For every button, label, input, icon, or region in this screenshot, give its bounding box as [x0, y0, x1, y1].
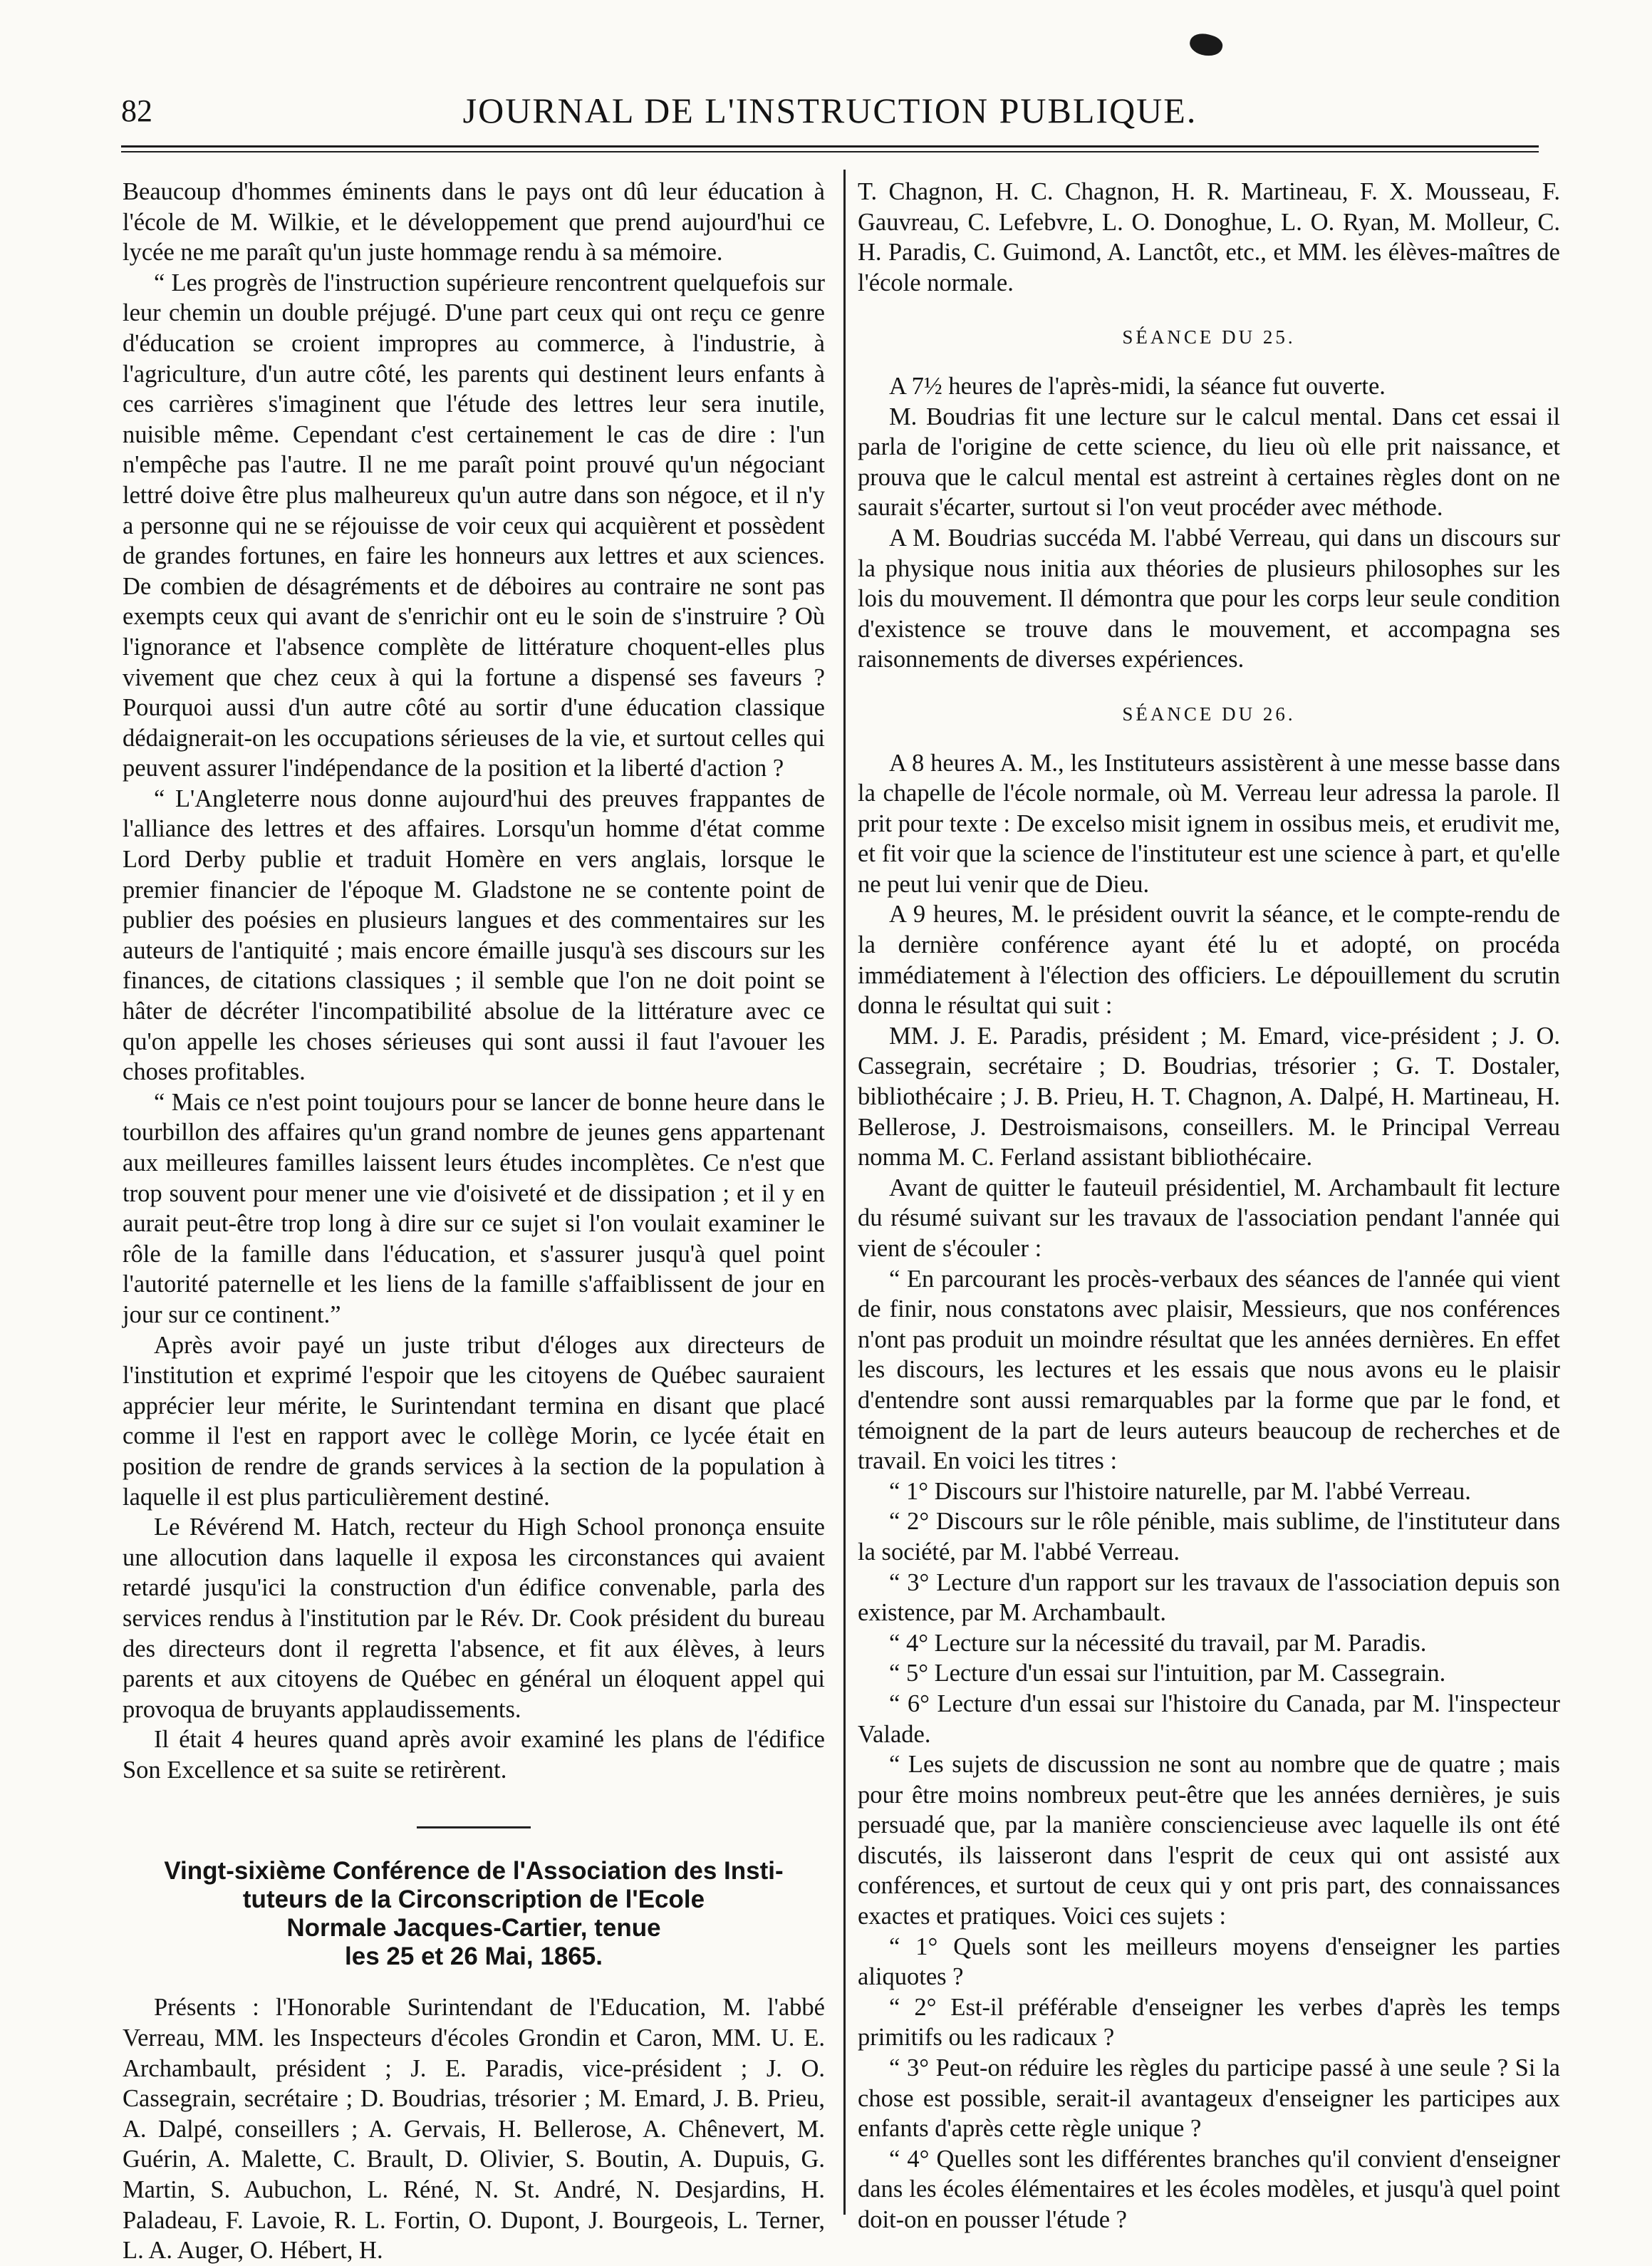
paragraph: “ 6° Lecture d'un essai sur l'histoire du Canada, par M. l'inspecteur Valade.: [858, 1690, 1560, 1748]
attendees-paragraph: Présents : l'Honorable Surintendant de l'Education, M. l'abbé Verreau, MM. les Inspecteurs d'écoles Grondin et Caron, MM. U. E. Archambault, président ; J. E. Paradis, vice-président ; J. O. Cassegrain, secrétaire ; D. Boudrias, trésorier ; M. Emard, J. B. Prieu, A. Dalpé, conseillers ; A. Gervais, H. Bellerose, A. Chênevert, M. Guérin, A. Malette, C. Brault, D. Olivier, S. Boutin, A. Dupuis, G. Martin, S. Aubuchon, L. Réné, N. St. André, N. Desjardins, H. Paladeau, F. Lavoie, R. L. Fortin, O. Dupont, J. Bourgeois, L. Terner, L. A. Auger, O. Hébert, H.: [123, 1994, 825, 2265]
paragraph: “ Les sujets de discussion ne sont au nombre que de quatre ; mais pour être moins nombreux peut-être que les années dernières, je suis persuadé que, par la manière consciencieuse avec laquelle ils ont été discutés, ils laisseront dans l'esprit de ceux qui ont assisté aux conférences, et surtout de ceux qui y ont pris part, des connaissances exactes et pratiques. Voici ces sujets :: [858, 1751, 1560, 1930]
paragraph: “ 3° Lecture d'un rapport sur les travaux de l'association depuis son existence, par M. Archambault.: [858, 1568, 1560, 1627]
article-title-line: les 25 et 26 Mai, 1865.: [345, 1942, 603, 1971]
printer-ornament: [1188, 31, 1225, 60]
page-header: [121, 86, 1539, 143]
paragraph: “ 5° Lecture d'un essai sur l'intuition, par M. Cassegrain.: [889, 1660, 1446, 1687]
section-separator: [417, 1826, 531, 1828]
paragraph: Avant de quitter le fauteuil présidentiel, M. Archambault fit lecture du résumé suivant sur les travaux de l'association pendant l'année qui vient de s'écouler :: [858, 1174, 1560, 1262]
paragraph: “ 1° Quels sont les meilleurs moyens d'enseigner les parties aliquotes ?: [858, 1933, 1560, 1991]
paragraph: “ 2° Est-il préférable d'enseigner les verbes d'après les temps primitifs ou les radicaux ?: [858, 1993, 1560, 2052]
article-title-line: Normale Jacques-Cartier, tenue: [286, 1914, 661, 1942]
header-rule-bottom: [121, 151, 1539, 152]
paragraph: “ 4° Quelles sont les différentes branches qu'il convient d'enseigner dans les écoles élémentaires et les écoles modèles, et jusqu'à quel point doit-on en pousser l'étude ?: [858, 2145, 1560, 2233]
paragraph: “ L'Angleterre nous donne aujourd'hui des preuves frappantes de l'alliance des lettres et des affaires. Lorsqu'un homme d'état comme Lord Derby publie et traduit Homère en vers anglais, lorsque le premier financier de l'époque M. Gladstone ne se contente point de publier des poésies en plusieurs langues et des commentaires sur les auteurs de l'antiquité ; mais encore émaille jusqu'à ses discours sur les finances, de citations classiques ; il semble que l'on ne doit point se hâter de décréter l'incompatibilité absolue de la littérature avec ce qu'on appelle les choses sérieuses qui sont aussi il faut l'avouer les choses profitables.: [123, 785, 825, 1086]
paragraph: A 8 heures A. M., les Instituteurs assistèrent à une messe basse dans la chapelle de l'école normale, où M. Verreau leur adressa la parole. Il prit pour texte : De excelso misit ignem in ossibus meis, et erudivit me, et fit voir que la science de l'instituteur est une science à part, et qu'elle ne peut lui venir que de Dieu.: [858, 749, 1560, 898]
paragraph: M. Boudrias fit une lecture sur le calcul mental. Dans cet essai il parla de l'origine de cette science, du lieu où elle prit naissance, et prouva que le calcul mental est astreint à certaines règles dont on ne saurait s'écarter, surtout si l'on veut procéder avec méthode.: [858, 403, 1560, 522]
paragraph: MM. J. E. Paradis, président ; M. Emard, vice-président ; J. O. Cassegrain, secrétaire ; D. Boudrias, trésorier ; G. T. Dostaler, bibliothécaire ; J. B. Prieu, H. T. Chagnon, A. Dalpé, H. Martineau, H. Bellerose, J. Destroismaisons, conseillers. M. le Principal Verreau nomma M. C. Ferland assistant bibliothécaire.: [858, 1022, 1560, 1171]
paragraph: Après avoir payé un juste tribut d'éloges aux directeurs de l'institution et exprimé l'espoir que les citoyens de Québec sauraient apprécier leur mérite, le Surintendant termina en disant que placé comme il l'est en rapport avec le collège Morin, ce lycée était en position de rendre de grands services à la section de la population à laquelle il est plus particulièrement destiné.: [123, 1331, 825, 1511]
page-number: 82: [121, 93, 152, 128]
paragraph: “ En parcourant les procès-verbaux des séances de l'année qui vient de finir, nous constatons avec plaisir, Messieurs, que nos conférences n'ont pas produit un moindre résultat que les années dernières. En effet les discours, les lectures et les essais que nous avons eu le plaisir d'entendre sont aussi remarquables par la forme que par le fond, et témoignent de la part de leurs auteurs beaucoup de recherches et de travail. En voici les titres :: [858, 1265, 1560, 1475]
header-rule-top: [121, 145, 1539, 148]
right-column: [858, 177, 1560, 2235]
paragraph: “ 4° Lecture sur la nécessité du travail, par M. Paradis.: [889, 1629, 1427, 1657]
column-divider: [843, 170, 846, 2215]
session-heading-25: SÉANCE DU 25.: [1122, 326, 1296, 348]
paragraph: “ 1° Discours sur l'histoire naturelle, par M. l'abbé Verreau.: [889, 1477, 1471, 1505]
paragraph: Beaucoup d'hommes éminents dans le pays ont dû leur éducation à l'école de M. Wilkie, et le développement que prend aujourd'hui ce lycée ne me paraît qu'un juste hommage rendu à sa mémoire.: [123, 178, 825, 267]
paragraph: “ Mais ce n'est point toujours pour se lancer de bonne heure dans le tourbillon des affaires qu'un grand nombre de jeunes gens appartenant aux meilleures familles laissent leurs études incomplètes. Ce n'est que trop souvent pour mener une vie d'oisiveté et de dissipation ; et il y en aurait peut-être trop long à dire sur ce sujet si l'on voulait examiner le rôle de la famille dans l'éducation, et s'assurer jusqu'à quel point l'autorité paternelle et les liens de la famille s'affaiblissent de jour en jour sur ce continent.”: [123, 1088, 825, 1328]
paragraph: A 9 heures, M. le président ouvrit la séance, et le compte-rendu de la dernière conférence ayant été lu et adopté, on procéda immédiatement à l'élection des officiers. Le dépouillement du scrutin donna le résultat qui suit :: [858, 901, 1560, 1020]
paragraph: “ 3° Peut-on réduire les règles du participe passé à une seule ? Si la chose est possible, serait-il avantageux d'enseigner les participes aux enfants d'après cette règle unique ?: [858, 2054, 1560, 2143]
paragraph: “ 2° Discours sur le rôle pénible, mais sublime, de l'instituteur dans la société, par M. l'abbé Verreau.: [858, 1508, 1560, 1566]
article-title: [123, 1857, 825, 1971]
article-title-line: tuteurs de la Circonscription de l'Ecole: [242, 1885, 705, 1914]
article-title-line: Vingt-sixième Conférence de l'Association des Insti-: [164, 1857, 784, 1885]
paragraph: Il était 4 heures quand après avoir examiné les plans de l'édifice Son Excellence et sa suite se retirèrent.: [123, 1726, 825, 1784]
session-heading-26: SÉANCE DU 26.: [1122, 703, 1296, 725]
paragraph: Le Révérend M. Hatch, recteur du High School prononça ensuite une allocution dans laquelle il exposa les circonstances qui avaient retardé jusqu'ici la construction d'un édifice convenable, parla des services rendus à l'institution par le Rév. Dr. Cook président du bureau des directeurs dont il regretta l'absence, et fit aux élèves, à leurs parents et aux citoyens de Québec en général un éloquent appel qui provoqua de bruyants applaudissements.: [123, 1514, 825, 1723]
paragraph: “ Les progrès de l'instruction supérieure rencontrent quelquefois sur leur chemin un double préjugé. D'une part ceux qui ont reçu ce genre d'éducation se croient impropres au commerce, à l'industrie, à l'agriculture, d'un autre côté, les parents qui destinent leurs enfants à ces carrières s'imaginent que l'étude des lettres leur sera inutile, nuisible même. Cependant c'est certainement le cas de dire : l'un n'empêche pas l'autre. Il ne me paraît point prouvé qu'un négociant lettré doive être plus malheureux qu'un autre dans son négoce, et il n'y a personne qui ne se réjouisse de voir ceux qui acquièrent et possèdent de grandes fortunes, en faire les honneurs aux lettres et aux sciences. De combien de désagréments et de déboires au contraire ne sont pas exempts ceux qui avant de s'enrichir ont eu le soin de s'instruire ? Où l'ignorance et l'absence complète de littérature choquent-elles plus vivement que chez ceux à qui la fortune a dispensé ses faveurs ? Pourquoi aussi d'un autre côté au sortir d'une éducation classique dédaignerait-on les occupations sérieuses de la vie, et surtout celles qui peuvent assurer l'indépendance de la position et la liberté d'action ?: [123, 269, 825, 782]
paragraph: A M. Boudrias succéda M. l'abbé Verreau, qui dans un discours sur la physique nous initia aux théories de plusieurs philosophes sur les lois du mouvement. Il démontra que pour les corps leur seule condition d'existence se trouve dans le mouvement, et accompagna ses raisonnements de diverses expériences.: [858, 524, 1560, 673]
running-title: JOURNAL DE L'INSTRUCTION PUBLIQUE.: [462, 90, 1198, 130]
paragraph: T. Chagnon, H. C. Chagnon, H. R. Martineau, F. X. Mousseau, F. Gauvreau, C. Lefebvre, L. O. Donoghue, L. O. Ryan, M. Molleur, C. H. Paradis, C. Guimond, A. Lanctôt, etc., et MM. les élèves-maîtres de l'école normale.: [858, 178, 1560, 296]
left-column: [123, 177, 825, 2266]
paragraph: A 7½ heures de l'après-midi, la séance fut ouverte.: [889, 372, 1386, 400]
